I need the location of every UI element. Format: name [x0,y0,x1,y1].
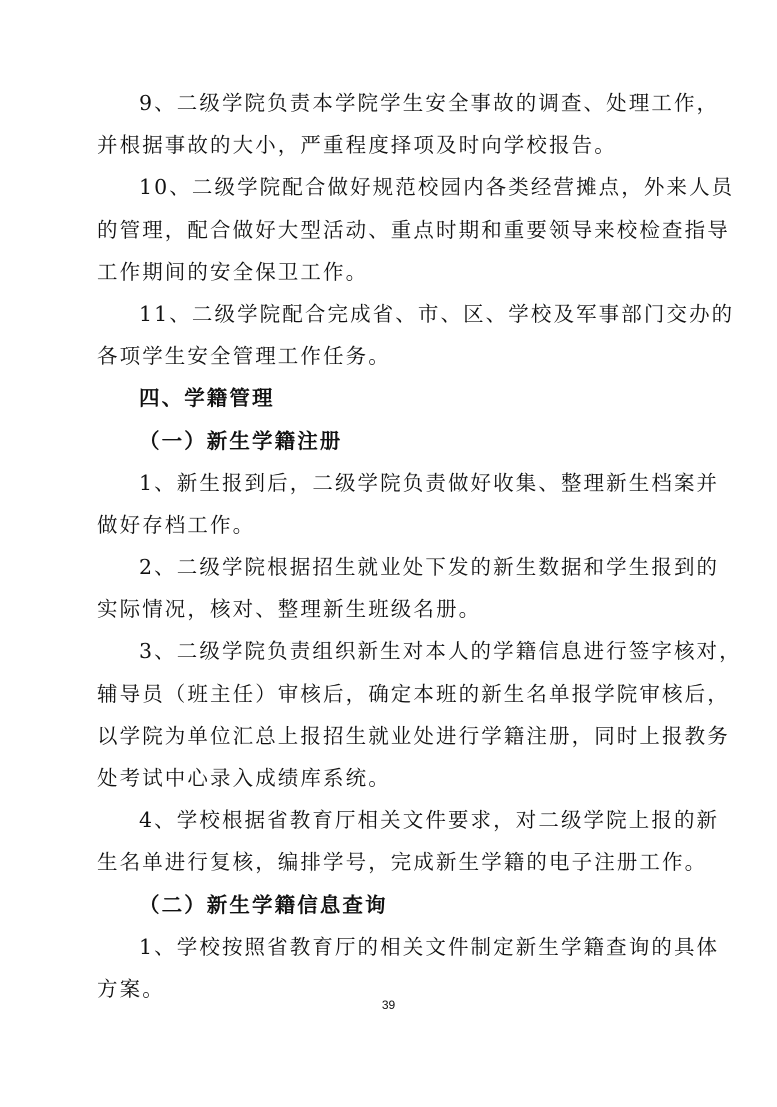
page-number: 39 [381,998,396,1012]
paragraph-line: 9、二级学院负责本学院学生安全事故的调查、处理工作， [139,91,720,115]
paragraph-line: 辅导员（班主任）审核后，确定本班的新生名单报学院审核后， [97,681,730,706]
paragraph-line: 做好存档工作。 [97,512,256,537]
paragraph-line: 2、二级学院根据招生就业处下发的新生数据和学生报到的 [139,555,720,580]
paragraph-line: 10、二级学院配合做好规范校园内各类经营摊点，外来人员 [139,175,735,200]
paragraph-line: 1、学校按照省教育厅的相关文件制定新生学籍查询的具体 [139,934,720,959]
paragraph-line: 4、学校根据省教育厅相关文件要求，对二级学院上报的新 [139,808,720,833]
paragraph-line: 3、二级学院负责组织新生对本人的学籍信息进行签字核对， [139,639,742,664]
paragraph-line: 实际情况，核对、整理新生班级名册。 [97,597,482,622]
section-heading: 四、学籍管理 [139,386,275,411]
paragraph-line: 各项学生安全管理工作任务。 [97,344,391,369]
document-body [97,82,742,1010]
paragraph-line: 的管理，配合做好大型活动、重点时期和重要领导来校检查指导 [97,217,730,242]
paragraph-line: 以学院为单位汇总上报招生就业处进行学籍注册，同时上报教务 [97,723,730,748]
paragraph-line: 方案。 [97,976,165,1001]
subsection-heading: （一）新生学籍注册 [139,428,343,453]
paragraph-line: 处考试中心录入成绩库系统。 [97,766,391,790]
paragraph-line: 工作期间的安全保卫工作。 [97,259,369,284]
paragraph-line: 生名单进行复核，编排学号，完成新生学籍的电子注册工作。 [97,850,708,875]
paragraph-line: 11、二级学院配合完成省、市、区、学校及军事部门交办的 [139,301,735,326]
subsection-heading: （二）新生学籍信息查询 [139,892,388,917]
paragraph-line: 1、新生报到后，二级学院负责做好收集、整理新生档案并 [139,470,720,495]
paragraph-line: 并根据事故的大小，严重程度择项及时向学校报告。 [97,133,617,158]
